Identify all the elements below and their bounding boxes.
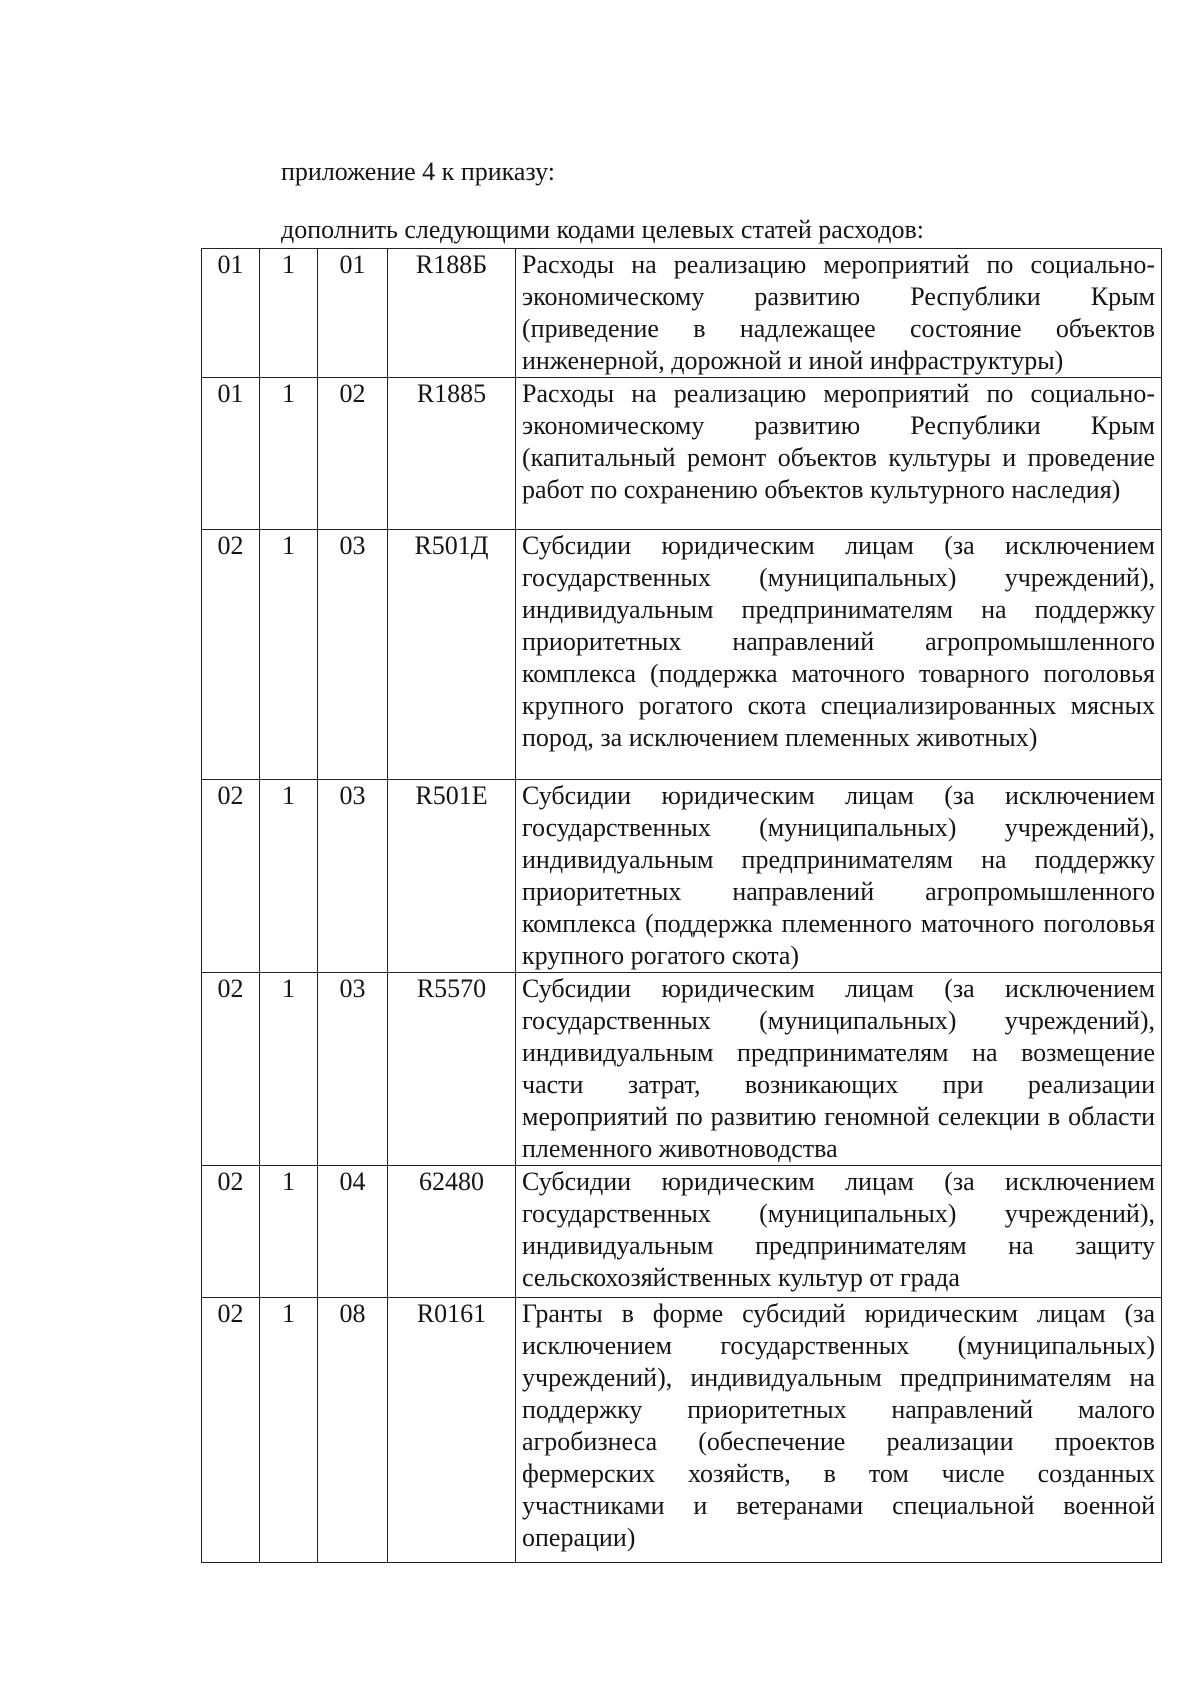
code-direction: R501Д [388, 530, 516, 780]
code-event: 03 [318, 780, 388, 973]
code-event: 03 [318, 973, 388, 1166]
code-subprogram: 1 [260, 973, 318, 1166]
code-program: 02 [202, 1298, 260, 1563]
code-subprogram: 1 [260, 1298, 318, 1563]
code-description: Гранты в форме субсидий юридическим лицам (за исключением государственных (муниципальных) учреждений), индивидуальным предпринимателям на поддержку приоритетных направлений малого агробизнеса (обеспечение реализации проектов фермерских хозяйств, в том числе созданных участниками и ветеранами специальной военной операции) [516, 1298, 1162, 1563]
code-event: 04 [318, 1166, 388, 1298]
code-description: Субсидии юридическим лицам (за исключением государственных (муниципальных) учреждений), индивидуальным предпринимателям на поддержку приоритетных направлений агропромышленного комплекса (поддержка маточного товарного поголовья крупного рогатого скота специализированных мясных пород, за исключением племенных животных) [516, 530, 1162, 780]
table-row [202, 780, 1162, 973]
code-program: 02 [202, 530, 260, 780]
table-row [202, 530, 1162, 780]
code-direction: R0161 [388, 1298, 516, 1563]
code-subprogram: 1 [260, 249, 318, 378]
code-subprogram: 1 [260, 780, 318, 973]
code-subprogram: 1 [260, 530, 318, 780]
table-row [202, 1298, 1162, 1563]
table-row [202, 378, 1162, 530]
target-codes-table [201, 248, 1162, 1563]
code-description: Расходы на реализацию мероприятий по социально-экономическому развитию Республики Крым (капитальный ремонт объектов культуры и проведение работ по сохранению объектов культурного наследия) [516, 378, 1162, 530]
code-program: 02 [202, 1166, 260, 1298]
table-row [202, 973, 1162, 1166]
code-description: Субсидии юридическим лицам (за исключением государственных (муниципальных) учреждений), индивидуальным предпринимателям на защиту сельскохозяйственных культур от града [516, 1166, 1162, 1298]
code-direction: 62480 [388, 1166, 516, 1298]
table-row [202, 249, 1162, 378]
code-program: 01 [202, 378, 260, 530]
document-heading: приложение 4 к приказу: [281, 157, 556, 186]
code-program: 02 [202, 780, 260, 973]
code-event: 01 [318, 249, 388, 378]
code-direction: R1885 [388, 378, 516, 530]
code-event: 03 [318, 530, 388, 780]
code-direction: R188Б [388, 249, 516, 378]
code-description: Субсидии юридическим лицам (за исключением государственных (муниципальных) учреждений), индивидуальным предпринимателям на возмещение части затрат, возникающих при реализации мероприятий по развитию геномной селекции в области племенного животноводства [516, 973, 1162, 1166]
code-program: 01 [202, 249, 260, 378]
code-event: 08 [318, 1298, 388, 1563]
code-description: Расходы на реализацию мероприятий по социально-экономическому развитию Республики Крым (приведение в надлежащее состояние объектов инженерной, дорожной и иной инфраструктуры) [516, 249, 1162, 378]
document-intro: дополнить следующими кодами целевых статей расходов: [281, 215, 925, 244]
code-direction: R5570 [388, 973, 516, 1166]
code-direction: R501Е [388, 780, 516, 973]
code-program: 02 [202, 973, 260, 1166]
code-description: Субсидии юридическим лицам (за исключением государственных (муниципальных) учреждений), индивидуальным предпринимателям на поддержку приоритетных направлений агропромышленного комплекса (поддержка племенного маточного поголовья крупного рогатого скота) [516, 780, 1162, 973]
code-subprogram: 1 [260, 378, 318, 530]
table-row [202, 1166, 1162, 1298]
code-event: 02 [318, 378, 388, 530]
code-subprogram: 1 [260, 1166, 318, 1298]
